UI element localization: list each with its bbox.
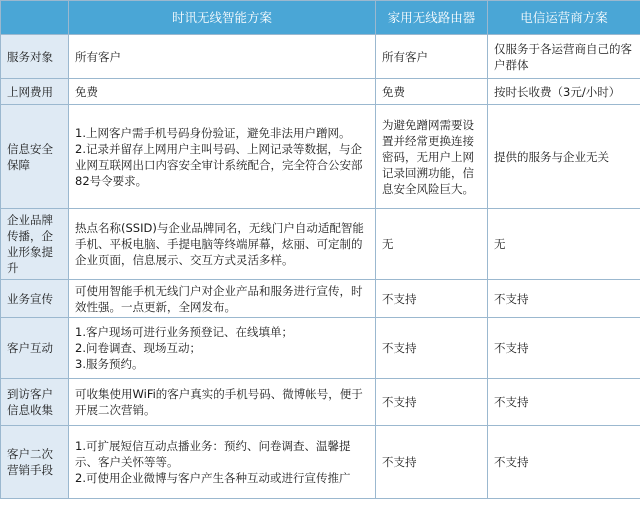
row-label: 到访客户信息收集 — [1, 379, 69, 426]
table-row — [1, 379, 640, 426]
smart-cell-line: 可使用智能手机无线门户对企业产品和服务进行宣传，时效性强。一点更新，全网发布。 — [75, 283, 363, 314]
smart-cell — [69, 209, 376, 280]
smart-cell-line: 2.问卷调查、现场互动； — [75, 341, 201, 355]
telecom-cell: 不支持 — [488, 426, 640, 499]
telecom-cell: 仅服务于各运营商自己的客户群体 — [488, 35, 640, 79]
smart-cell-line: 2.记录并留存上网用户主叫号码、上网记录等数据，与企业网互联网出口内容安全审计系统配合，完全符合公安部82号令要求。 — [75, 141, 363, 188]
table-row — [1, 79, 640, 105]
smart-cell — [69, 379, 376, 426]
smart-cell-line: 3.服务预约。 — [75, 357, 144, 371]
smart-cell-line: 免费 — [75, 84, 98, 99]
header-smart-wireless: 时讯无线智能方案 — [69, 1, 376, 35]
telecom-cell: 不支持 — [488, 280, 640, 318]
smart-cell-line: 可收集使用WiFi的客户真实的手机号码、微博帐号，便于开展二次营销。 — [75, 387, 363, 417]
table-row — [1, 280, 640, 318]
smart-cell-line: 热点名称(SSID)与企业品牌同名，无线门户自动适配智能手机、平板电脑、手提电脑等终端屏幕，炫丽、可定制的企业页面，信息展示、交互方式灵活多样。 — [75, 221, 364, 267]
table-row — [1, 209, 640, 280]
table-row — [1, 105, 640, 209]
home-cell: 为避免蹭网需要设置并经常更换连接密码，无用户上网记录回溯功能，信息安全风险巨大。 — [376, 105, 488, 209]
header-corner — [1, 1, 69, 35]
home-cell: 免费 — [376, 79, 488, 105]
table-row — [1, 426, 640, 499]
row-label: 上网费用 — [1, 79, 69, 105]
row-label: 客户二次营销手段 — [1, 426, 69, 499]
header-home-router: 家用无线路由器 — [376, 1, 488, 35]
telecom-cell: 无 — [488, 209, 640, 280]
header-row — [1, 1, 640, 35]
row-label: 业务宣传 — [1, 280, 69, 318]
row-label: 企业品牌传播，企业形象提升 — [1, 209, 69, 280]
home-cell: 无 — [376, 209, 488, 280]
smart-cell-line: 1.可扩展短信互动点播业务：预约、问卷调查、温馨提示、客户关怀等等。 — [75, 439, 351, 469]
row-label: 客户互动 — [1, 318, 69, 379]
home-cell: 不支持 — [376, 379, 488, 426]
smart-cell — [69, 426, 376, 499]
smart-cell — [69, 79, 376, 105]
smart-cell — [69, 35, 376, 79]
home-cell: 不支持 — [376, 426, 488, 499]
row-label: 服务对象 — [1, 35, 69, 79]
telecom-cell: 不支持 — [488, 379, 640, 426]
home-cell: 不支持 — [376, 318, 488, 379]
smart-cell-line: 所有客户 — [75, 49, 121, 64]
row-label: 信息安全保障 — [1, 105, 69, 209]
table-row — [1, 318, 640, 379]
smart-cell-line: 1.客户现场可进行业务预登记、在线填单； — [75, 325, 293, 339]
header-telecom: 电信运营商方案 — [488, 1, 640, 35]
smart-cell — [69, 280, 376, 318]
telecom-cell: 提供的服务与企业无关 — [488, 105, 640, 209]
smart-cell — [69, 105, 376, 209]
table-row — [1, 35, 640, 79]
home-cell: 不支持 — [376, 280, 488, 318]
telecom-cell: 按时长收费（3元/小时） — [488, 79, 640, 105]
smart-cell-line: 1.上网客户需手机号码身份验证，避免非法用户蹭网。 — [75, 125, 351, 140]
smart-cell — [69, 318, 376, 379]
telecom-cell: 不支持 — [488, 318, 640, 379]
home-cell: 所有客户 — [376, 35, 488, 79]
smart-cell-line: 2.可使用企业微博与客户产生各种互动或进行宣传推广 — [75, 471, 351, 485]
